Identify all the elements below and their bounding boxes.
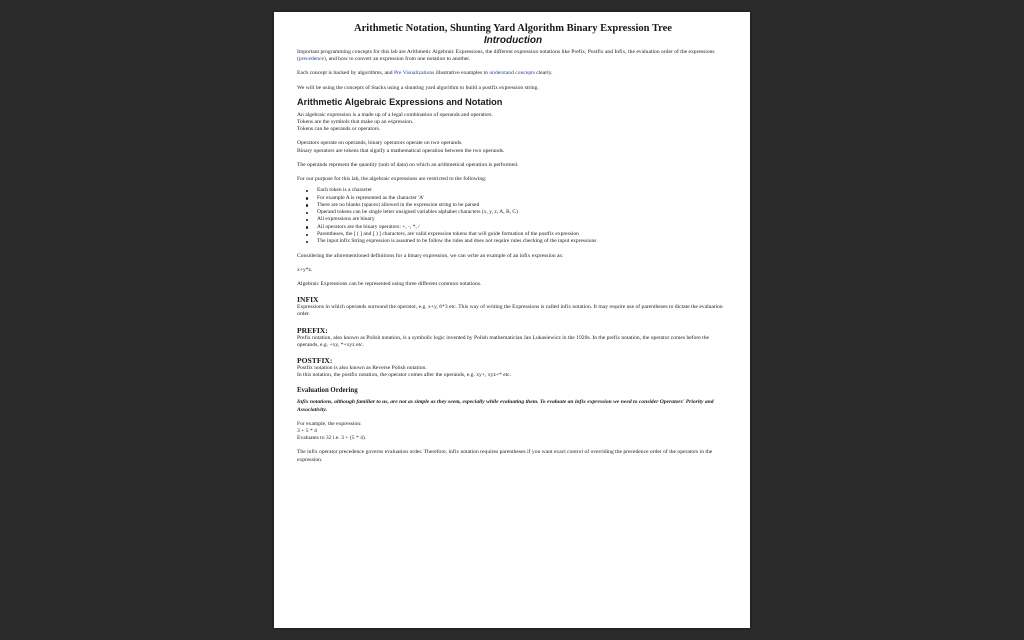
example-intro: For example, the expression: [297,420,362,427]
intro-p2-text-c: clearly. [534,70,553,77]
prefix-heading: PREFIX: [297,325,328,335]
definition-line-3: Tokens can be operands or operators. [297,126,381,133]
rules-list [297,187,729,245]
list-item: Each token is a character [317,187,729,194]
intro-paragraph-2 [297,70,729,77]
notations-paragraph: Algebraic Expressions can be represented using three different common notations. [297,281,482,288]
operators-line-2: Binary operators are tokens that signify a mathematical operation between the two operands. [297,147,505,154]
document-content [297,22,729,464]
example-expression: x+y*z. [297,266,313,273]
prefix-paragraph: Prefix notation, also known as Polish notation, is a symbolic logic invented by Polish mathematician Jan Lukasiewicz in the 1920s. In the prefix notation, the operator comes before the operands, e.g. +xy, *+xyz etc. [297,334,709,348]
definition-line-1: An algebraic expression is a made up of a legal combination of operands and operators. [297,111,493,118]
intro-p2-text-b: illustrative examples to [434,70,490,77]
closing-paragraph: The infix operator precedence governs evaluation order. Therefore, infix notation requires parentheses if you want exact control of overriding the precedence order of the operators in the expression. [297,449,713,463]
document-page [274,12,750,628]
section-heading: Arithmetic Algebraic Expressions and Notation [297,96,503,107]
example-line: 3 + 5 * 4 [297,428,317,435]
understand-concepts-link[interactable]: understand concepts [489,70,535,77]
infix-heading: INFIX [297,295,319,305]
considering-paragraph: Considering the aforementioned definitions for a binary expression, we can write an example of an infix expression as: [297,252,564,259]
document-subtitle: Introduction [483,35,543,46]
operands-paragraph: The operands represent the quantity (unit of data) on which an arithmetical operation is performed. [297,161,519,168]
postfix-line-1: Postfix notation is also known as Reverse Polish notation. [297,365,427,372]
intro-paragraph-3: We will be using the concepts of Stacks using a shunting yard algorithm to build a postfix expression string. [297,84,539,91]
postfix-heading: POSTFIX: [297,356,333,366]
list-item: Parentheses, the [ ( ] and [ ) ] characters, are valid expression tokens that will guide formation of the postfix expression [317,231,729,238]
infix-paragraph: Expressions in which operands surround the operator, e.g. x+y, 6*3 etc. This way of writing the Expressions is called infix notation. It may require use of parentheses to dictate the evaluation order. [297,304,723,318]
operators-line-1: Operators operate on operands, binary operators operate on two operands. [297,140,463,147]
intro-p2-text-a: Each concept is backed by algorithms, and [297,70,394,77]
list-item: The input infix String expression is assumed to be follow the rules and does not require rules checking of the input expressions [317,238,729,245]
intro-paragraph-1 [297,49,729,63]
evaluates-line: Evaluates to 32 i.e. 3 + (5 * 4). [297,435,367,442]
list-item: Operand tokens can be single letter unsigned variables alphabet characters (x, y, z, A, B, C) [317,209,729,216]
definition-line-2: Tokens are the symbols that make up an expression. [297,119,414,126]
purpose-paragraph: For our purpose for this lab, the algebraic expressions are restricted to the following: [297,176,487,183]
pre-visualizations-link[interactable]: Pre Visualizations [393,70,435,77]
list-item: For example A is represented as the character 'A' [317,195,729,202]
evaluation-heading: Evaluation Ordering [297,387,358,395]
evaluation-italic-paragraph: Infix notations, although familiar to us, are not as simple as they seem, especially while evaluating them. To evaluate an infix expression we need to consider Operators' Priority and Associativity. [297,399,714,413]
precedence-link[interactable]: (precedence) [297,56,326,63]
document-title: Arithmetic Notation, Shunting Yard Algorithm Binary Expression Tree [354,23,672,34]
intro-p1-text-a: Important programming concepts for this lab are Arithmetic Algebraic Expressions, the different expression notations like Prefix, Postfix and Infix, the evaluation order of the expressions [297,49,715,55]
postfix-line-2: In this notation, the postfix notation, the operator comes after the operands, e.g. xy+, xyz+* etc. [297,372,512,379]
list-item: All operators are the binary operators: +, -, *, / [317,224,729,231]
list-item: All expressions are binary [317,216,729,223]
intro-p1-text-b: , and how to convert an expression from one notation to another. [325,56,471,63]
list-item: There are no blanks (spaces) allowed in the expression string to be parsed [317,202,729,209]
